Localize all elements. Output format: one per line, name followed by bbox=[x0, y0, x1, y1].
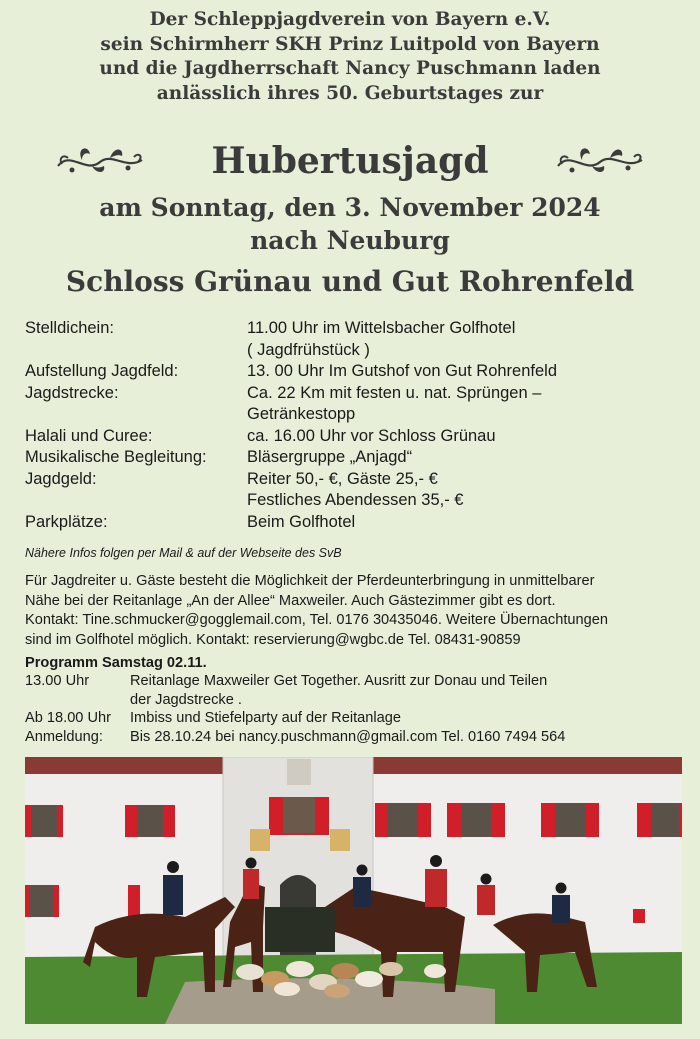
detail-value: 11.00 Uhr im Wittelsbacher Golfhotel bbox=[247, 319, 516, 337]
info-note: Nähere Infos folgen per Mail & auf der Webseite des SvB bbox=[25, 546, 342, 560]
event-details bbox=[25, 318, 685, 533]
detail-row bbox=[25, 512, 685, 534]
detail-value: Beim Golfhotel bbox=[247, 512, 356, 531]
detail-value: ( Jagdfrühstück ) bbox=[247, 340, 370, 359]
program-row bbox=[25, 691, 685, 710]
castle-hunt-photo bbox=[25, 757, 682, 1024]
detail-label: Aufstellung Jagdfeld: bbox=[25, 362, 179, 380]
intro-line: Der Schleppjagdverein von Bayern e.V. bbox=[149, 9, 551, 30]
event-place: Schloss Grünau und Gut Rohrenfeld bbox=[65, 265, 635, 298]
detail-label: Halali und Curee: bbox=[25, 426, 153, 445]
roof-left bbox=[25, 757, 225, 774]
foot-followers bbox=[265, 907, 335, 952]
detail-row bbox=[25, 318, 685, 340]
roof-right bbox=[372, 757, 682, 774]
accommodation-info bbox=[25, 572, 685, 650]
program-text: Reitanlage Maxweiler Get Together. Ausritt zur Donau und Teilen bbox=[130, 673, 548, 689]
detail-row bbox=[25, 426, 685, 448]
detail-row bbox=[25, 469, 685, 491]
plaque bbox=[330, 829, 350, 851]
program-row bbox=[25, 672, 685, 691]
castle-hunt-illustration bbox=[25, 757, 682, 1024]
detail-value: Ca. 22 Km mit festen u. nat. Sprüngen – bbox=[247, 383, 542, 402]
info-line: Kontakt: Tine.schmucker@gogglemail.com, Tel. 0176 30435046. Weitere Übernachtungen bbox=[25, 612, 608, 628]
detail-label: Parkplätze: bbox=[25, 512, 108, 531]
program-row bbox=[25, 728, 685, 747]
detail-row bbox=[25, 490, 685, 512]
event-destination: nach Neuburg bbox=[250, 226, 450, 255]
program-time: Ab 18.00 Uhr bbox=[25, 710, 111, 726]
detail-label: Musikalische Begleitung: bbox=[25, 448, 207, 466]
detail-row bbox=[25, 361, 685, 383]
program-title: Programm Samstag 02.11. bbox=[25, 655, 207, 671]
info-line: Nähe bei der Reitanlage „An der Allee“ Maxweiler. Auch Gästezimmer gibt es dort. bbox=[25, 592, 556, 609]
detail-row bbox=[25, 447, 685, 469]
plaque bbox=[250, 829, 270, 851]
detail-row bbox=[25, 404, 685, 426]
detail-label: Jagdstrecke: bbox=[25, 383, 119, 402]
coat-of-arms bbox=[287, 759, 311, 785]
program-schedule bbox=[25, 672, 685, 746]
info-line: Für Jagdreiter u. Gäste besteht die Möglichkeit der Pferdeunterbringung in unmittelbarer bbox=[25, 573, 595, 589]
program-row bbox=[25, 709, 685, 728]
detail-value: ca. 16.00 Uhr vor Schloss Grünau bbox=[247, 426, 496, 445]
intro-line: anlässlich ihres 50. Geburtstages zur bbox=[156, 82, 544, 104]
detail-row bbox=[25, 383, 685, 405]
event-title: Hubertusjagd bbox=[211, 140, 489, 182]
program-text: Bis 28.10.24 bei nancy.puschmann@gmail.com Tel. 0160 7494 564 bbox=[130, 728, 566, 745]
detail-value: Festliches Abendessen 35,- € bbox=[247, 491, 464, 509]
intro-line: und die Jagdherrschaft Nancy Puschmann laden bbox=[99, 58, 601, 79]
window bbox=[283, 797, 315, 833]
detail-label: Jagdgeld: bbox=[25, 469, 97, 488]
detail-label: Stelldichein: bbox=[25, 319, 114, 337]
detail-row bbox=[25, 340, 685, 362]
detail-value: 13. 00 Uhr Im Gutshof von Gut Rohrenfeld bbox=[247, 362, 557, 380]
detail-value: Getränkestopp bbox=[247, 405, 356, 423]
detail-value: Reiter 50,- €, Gäste 25,- € bbox=[247, 469, 438, 488]
intro-line: sein Schirmherr SKH Prinz Luitpold von Bayern bbox=[100, 33, 600, 55]
info-line: sind im Golfhotel möglich. Kontakt: reservierung@wgbc.de Tel. 08431-90859 bbox=[25, 631, 521, 648]
program-text: Imbiss und Stiefelparty auf der Reitanlage bbox=[130, 710, 401, 726]
event-date: am Sonntag, den 3. November 2024 bbox=[99, 193, 601, 222]
program-text: der Jagdstrecke . bbox=[130, 691, 242, 708]
invitation-intro bbox=[0, 8, 700, 106]
detail-value: Bläsergruppe „Anjagd“ bbox=[247, 448, 413, 466]
program-time: 13.00 Uhr bbox=[25, 673, 90, 689]
program-time: Anmeldung: bbox=[25, 728, 103, 745]
